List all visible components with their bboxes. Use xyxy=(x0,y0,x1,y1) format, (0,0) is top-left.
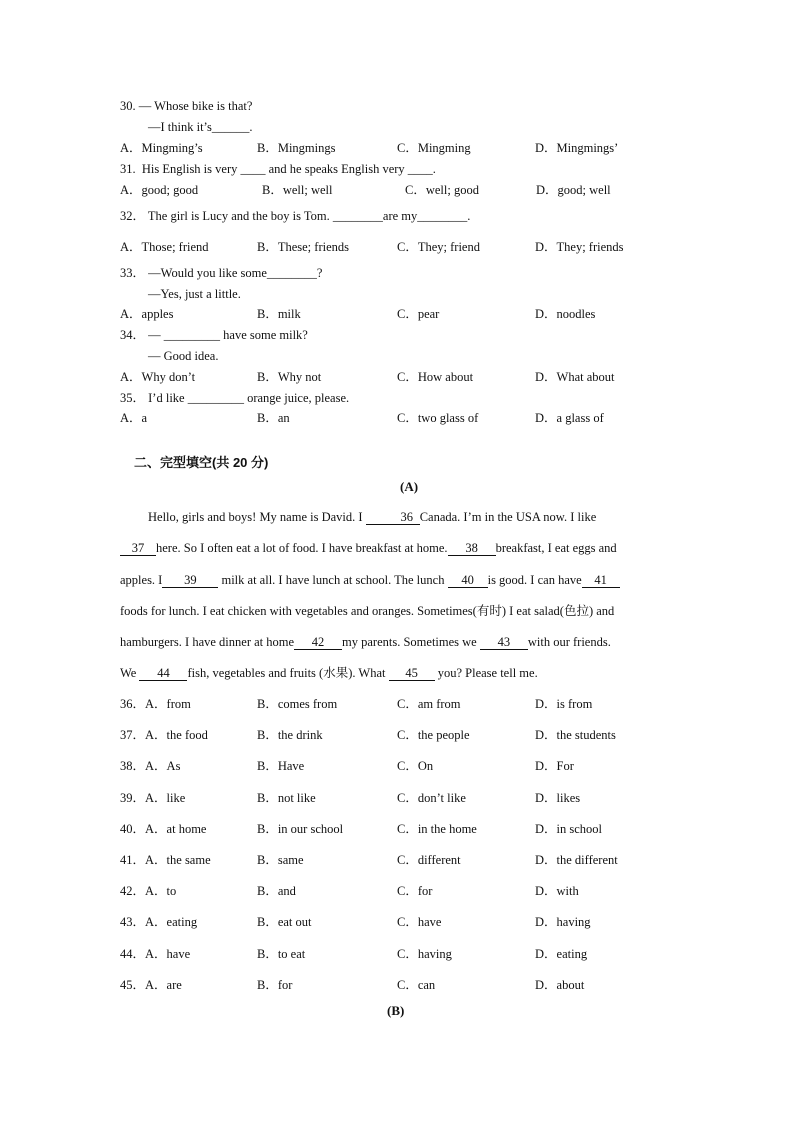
question-34-stem: 34． — _________ have some milk? xyxy=(120,328,308,342)
cloze-45-option-a xyxy=(120,977,182,993)
option-text: A．to xyxy=(145,884,177,899)
cloze-40-option-a xyxy=(120,821,206,837)
cloze-number: 42． xyxy=(120,884,146,899)
cloze-36-option-c: C．am from xyxy=(397,697,461,711)
q30-option-c: C．Mingming xyxy=(397,141,471,155)
q31-option-b: B．well; well xyxy=(262,183,333,197)
cloze-44-option-b: B．to eat xyxy=(257,946,306,961)
passage-line-1: Hello, girls and boys! My name is David. I 36 Canada. I’m in the USA now. I like xyxy=(148,510,597,524)
cloze-37-option-b: B．the drink xyxy=(257,728,323,743)
cloze-number: 45． xyxy=(120,977,146,992)
blank-40: 40 xyxy=(448,573,488,588)
q35-option-d: D．a glass of xyxy=(535,411,604,425)
cloze-38-option-a xyxy=(120,758,180,774)
q34-option-a: A．Why don’t xyxy=(120,370,196,384)
question-35-stem: 35． I’d like _________ orange juice, please. xyxy=(120,391,350,405)
blank-41: 41 xyxy=(582,573,620,588)
q30-option-d: D．Mingmings’ xyxy=(535,141,619,155)
q31-option-c: C．well; good xyxy=(405,183,479,197)
cloze-43-option-b: B．eat out xyxy=(257,915,312,930)
cloze-41-option-b: B．same xyxy=(257,853,304,867)
cloze-43-option-d: D．having xyxy=(535,915,591,930)
cloze-41-option-d: D．the different xyxy=(535,853,618,867)
question-30-stem: 30. — Whose bike is that? xyxy=(120,99,253,113)
option-text: A．As xyxy=(145,759,181,774)
part-b-title: (B) xyxy=(387,1003,405,1018)
cloze-42-option-d: D．with xyxy=(535,884,579,899)
cloze-45-option-c: C．can xyxy=(397,977,436,992)
q33-option-b: B．milk xyxy=(257,307,301,321)
passage-line-5: hamburgers. I have dinner at home 42 my parents. Sometimes we 43 with our friends. xyxy=(120,635,611,649)
q34-option-c: C．How about xyxy=(397,370,474,384)
passage-line-3: apples. I 39 milk at all. I have lunch at school. The lunch 40 is good. I can have 41 xyxy=(120,572,676,588)
cloze-38-option-b: B．Have xyxy=(257,759,305,774)
cloze-44-option-c: C．having xyxy=(397,946,452,961)
cloze-39-option-c: C．don’t like xyxy=(397,790,466,805)
question-33-line2: —Yes, just a little. xyxy=(148,287,241,301)
section-heading: 二、完型填空(共 20 分) xyxy=(134,455,269,470)
q35-option-c: C．two glass of xyxy=(397,411,479,425)
cloze-43-option-a xyxy=(120,914,197,930)
cloze-38-option-c: C．On xyxy=(397,759,434,774)
part-a-title: (A) xyxy=(400,479,419,494)
cloze-number: 38． xyxy=(120,759,146,774)
q32-option-d: D．They; friends xyxy=(535,240,624,254)
blank-38: 38 xyxy=(448,541,496,556)
cloze-42-option-b: B．and xyxy=(257,884,296,899)
passage-line-4: foods for lunch. I eat chicken with vegetables and oranges. Sometimes(有时) I eat salad(色拉) and xyxy=(120,604,615,618)
cloze-number: 41． xyxy=(120,853,146,867)
blank-43: 43 xyxy=(480,635,528,650)
q34-option-b: B．Why not xyxy=(257,370,322,384)
passage-line-2: 37 here. So I often eat a lot of food. I have breakfast at home. 38 breakfast, I eat eggs and xyxy=(120,540,676,556)
passage-line-6: We 44 fish, vegetables and fruits (水果). What 45 you? Please tell me. xyxy=(120,666,538,680)
q31-option-a: A．good; good xyxy=(120,183,199,197)
cloze-36-option-d: D．is from xyxy=(535,697,593,711)
cloze-39-option-d: D．likes xyxy=(535,790,581,805)
q31-option-d: D．good; well xyxy=(536,183,611,197)
cloze-41-option-c: C．different xyxy=(397,853,461,867)
cloze-45-option-d: D．about xyxy=(535,977,585,992)
cloze-42-option-c: C．for xyxy=(397,884,433,899)
blank-37: 37 xyxy=(120,541,156,556)
q35-option-a: A．a xyxy=(120,411,148,425)
cloze-45-option-b: B．for xyxy=(257,977,293,992)
option-text: A．like xyxy=(145,790,186,805)
cloze-42-option-a xyxy=(120,883,176,899)
q34-option-d: D．What about xyxy=(535,370,615,384)
cloze-39-option-b: B．not like xyxy=(257,790,316,805)
cloze-44-option-d: D．eating xyxy=(535,946,588,961)
cloze-36-option-a xyxy=(120,696,191,712)
option-text: A．eating xyxy=(145,915,198,930)
blank-44: 44 xyxy=(139,666,187,681)
cloze-number: 44． xyxy=(120,946,146,961)
cloze-40-option-d: D．in school xyxy=(535,821,603,836)
option-text: A．from xyxy=(145,697,191,711)
option-text: A．the food xyxy=(145,728,208,743)
cloze-41-option-a xyxy=(120,852,211,868)
cloze-39-option-a xyxy=(120,790,185,806)
question-34-line2: — Good idea. xyxy=(148,349,219,363)
cloze-number: 43． xyxy=(120,915,146,930)
q30-option-b: B．Mingmings xyxy=(257,141,336,155)
blank-42: 42 xyxy=(294,635,342,650)
question-31-stem: 31. His English is very ____ and he speaks English very ____. xyxy=(120,162,436,176)
cloze-40-option-c: C．in the home xyxy=(397,821,477,836)
cloze-37-option-a xyxy=(120,727,208,743)
cloze-number: 40． xyxy=(120,821,146,836)
cloze-44-option-a xyxy=(120,946,190,962)
cloze-37-option-c: C．the people xyxy=(397,728,470,743)
cloze-38-option-d: D．For xyxy=(535,759,574,774)
q33-option-a: A．apples xyxy=(120,307,174,321)
cloze-43-option-c: C．have xyxy=(397,915,442,930)
q32-option-a: A．Those; friend xyxy=(120,240,209,254)
blank-45: 45 xyxy=(389,666,435,681)
option-text: A．are xyxy=(145,977,182,992)
cloze-37-option-d: D．the students xyxy=(535,728,616,743)
q33-option-d: D．noodles xyxy=(535,307,596,321)
question-32-stem: 32． The girl is Lucy and the boy is Tom. ________are my________. xyxy=(120,209,471,223)
q35-option-b: B．an xyxy=(257,411,290,425)
cloze-number: 39． xyxy=(120,790,146,805)
cloze-number: 37． xyxy=(120,728,146,743)
q32-option-b: B．These; friends xyxy=(257,240,349,254)
question-30-line2: —I think it’s______. xyxy=(148,120,253,134)
cloze-number: 36． xyxy=(120,697,146,711)
question-33-stem: 33． —Would you like some________? xyxy=(120,266,323,280)
option-text: A．the same xyxy=(145,853,211,867)
option-text: A．at home xyxy=(145,821,207,836)
blank-36: 36 xyxy=(366,510,420,525)
cloze-40-option-b: B．in our school xyxy=(257,821,344,836)
q32-option-c: C．They; friend xyxy=(397,240,480,254)
q33-option-c: C．pear xyxy=(397,307,440,321)
cloze-36-option-b: B．comes from xyxy=(257,697,338,711)
option-text: A．have xyxy=(145,946,191,961)
q30-option-a: A．Mingming’s xyxy=(120,141,203,155)
blank-39: 39 xyxy=(162,573,218,588)
